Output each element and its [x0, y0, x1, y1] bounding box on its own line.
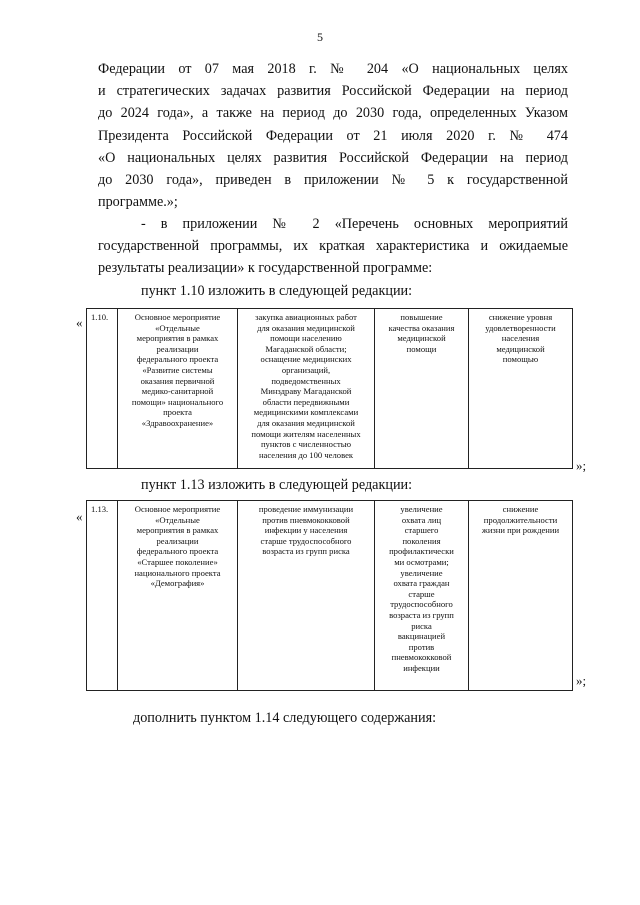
intro-item-1-14: дополнить пунктом 1.14 следующего содержания: — [133, 710, 437, 726]
paragraph-line: и стратегических задачах развития Российской Федерации на период — [98, 83, 568, 100]
cell-line: области передвижными — [262, 396, 350, 407]
cell-event — [118, 309, 238, 469]
cell-line: риска — [411, 620, 432, 631]
cell-line: национального проекта — [134, 567, 221, 578]
cell-line: реализации — [156, 343, 199, 354]
cell-line: населения — [501, 333, 540, 344]
cell-description — [238, 309, 375, 469]
cell-line: «Здравоохранение» — [141, 417, 214, 428]
cell-line: подведомственных — [271, 375, 341, 386]
cell-number: 1.10. — [87, 309, 118, 469]
cell-line: проекта — [163, 407, 192, 418]
cell-line: «Отдельные — [155, 514, 200, 525]
paragraph-line: «О национальных целях развития Российской Федерации на период — [98, 149, 568, 166]
paragraph-line: до 2030 года», приведен в приложении № 5 к государственной — [98, 172, 568, 189]
cell-line: «Отдельные — [155, 322, 200, 333]
paragraph-line: результаты реализации» к государственной программе: — [98, 260, 433, 277]
cell-line: «Демография» — [150, 578, 205, 589]
cell-line: медицинской — [397, 333, 446, 344]
intro-item-1-10: пункт 1.10 изложить в следующей редакции: — [141, 283, 413, 299]
cell-line: медицинскими комплексами — [253, 407, 359, 418]
cell-line: «Развитие системы — [142, 364, 213, 375]
intro-item-1-13: пункт 1.13 изложить в следующей редакции: — [141, 477, 413, 493]
close-quote-1-10: »; — [576, 458, 587, 473]
cell-line: «Старшее поколение» — [137, 556, 218, 567]
cell-line: проведение иммунизации — [258, 504, 354, 514]
cell-line: закупка авиационных работ — [255, 312, 357, 322]
cell-line: охвата граждан — [393, 578, 450, 589]
cell-line: возраста из групп риска — [262, 546, 350, 557]
paragraph-line: государственной программы, их краткая характеристика и ожидаемые — [98, 238, 568, 255]
cell-line: снижение уровня — [488, 312, 553, 322]
cell-line: оснащение медицинских — [260, 354, 352, 365]
cell-line: старше — [408, 588, 435, 599]
cell-description — [238, 501, 375, 691]
cell-line: Минздраву Магаданской — [260, 386, 352, 397]
open-quote-1-10: « — [76, 315, 83, 330]
cell-line: медицинской — [496, 343, 545, 354]
cell-line: инфекции — [403, 662, 440, 673]
cell-line: возраста из групп — [389, 609, 454, 620]
cell-line: помощи» национального — [131, 396, 224, 407]
cell-line: ми осмотрами; — [394, 556, 449, 567]
cell-line: Основное мероприятие — [134, 504, 221, 514]
cell-line: помощи — [406, 343, 437, 354]
cell-line: пневмококковой — [391, 652, 452, 663]
table-row-1-10 — [86, 308, 573, 469]
cell-line: качества оказания — [388, 322, 455, 333]
cell-line: для оказания медицинской — [257, 417, 355, 428]
cell-line: увеличение — [400, 567, 443, 578]
cell-line: старшего — [404, 525, 439, 536]
cell-line: пунктов с численностью — [260, 439, 352, 450]
cell-line: Основное мероприятие — [134, 312, 221, 322]
cell-line: продолжительности — [483, 514, 558, 525]
cell-line: жизни при рождении — [481, 525, 560, 536]
cell-result — [375, 309, 469, 469]
cell-result — [375, 501, 469, 691]
cell-line: оказания первичной — [140, 375, 215, 386]
paragraph-line: Федерации от 07 мая 2018 г. № 204 «О национальных целях — [98, 61, 568, 77]
cell-line: федерального проекта — [136, 546, 219, 557]
cell-number: 1.13. — [87, 501, 118, 691]
paragraph-line: Президента Российской Федерации от 21 июля 2020 г. № 474 — [98, 127, 568, 144]
cell-line: инфекции у населения — [264, 525, 348, 536]
cell-event — [118, 501, 238, 691]
cell-line: трудоспособного — [390, 599, 453, 610]
cell-line: повышение — [400, 312, 443, 322]
cell-line: медико-санитарной — [141, 386, 214, 397]
cell-line: помощью — [502, 354, 539, 365]
cell-risk — [469, 309, 573, 469]
cell-line: федерального проекта — [136, 354, 219, 365]
cell-line: мероприятия в рамках — [136, 525, 219, 536]
close-quote-1-13: »; — [576, 673, 587, 688]
paragraph-line: до 2024 года», а также на период до 2030 года, определенных Указом — [98, 105, 568, 122]
open-quote-1-13: « — [76, 509, 83, 524]
cell-line: организаций, — [281, 364, 331, 375]
paragraph-1 — [98, 58, 568, 213]
cell-line: мероприятия в рамках — [136, 333, 219, 344]
cell-line: помощи населению — [270, 333, 342, 344]
cell-line: снижение — [502, 504, 539, 514]
cell-line: реализации — [156, 535, 199, 546]
cell-line: удовлетворенности — [485, 322, 556, 333]
cell-line: населения до 100 человек — [258, 449, 354, 460]
paragraph-line: программе.»; — [98, 194, 178, 211]
cell-line: против — [408, 641, 435, 652]
cell-line: охвата лиц — [401, 514, 442, 525]
cell-line: Магаданской области; — [265, 343, 347, 354]
cell-line: помощи жителям населенных — [251, 428, 361, 439]
cell-line: старше трудоспособного — [260, 535, 352, 546]
cell-risk — [469, 501, 573, 691]
cell-line: увеличение — [400, 504, 443, 514]
paragraph-2 — [98, 213, 568, 280]
cell-line: для оказания медицинской — [257, 322, 355, 333]
cell-line: вакцинацией — [397, 631, 446, 642]
paragraph-line: - в приложении № 2 «Перечень основных мероприятий — [141, 216, 568, 232]
cell-line: поколения — [402, 535, 441, 546]
cell-line: профилактически — [389, 546, 454, 557]
table-row-1-13 — [86, 500, 573, 691]
page-number: 5 — [317, 30, 323, 44]
cell-line: против пневмококковой — [262, 514, 350, 525]
